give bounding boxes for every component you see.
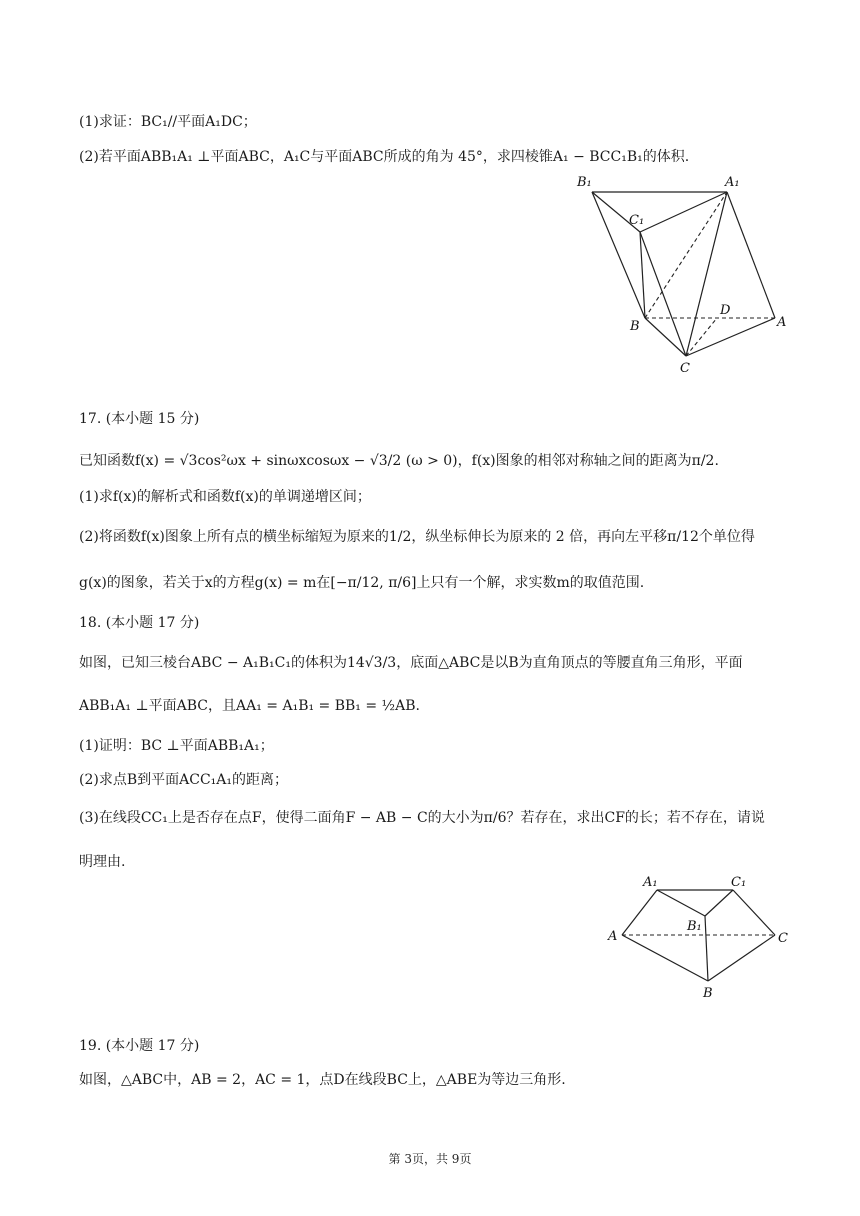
figure-pyramid <box>575 170 790 380</box>
q18-part3-a: (3)在线段CC₁上是否存在点F，使得二面角F − AB − C的大小为π/6？若存在，求出CF的长；若不存在，请说 <box>79 810 765 826</box>
edge-a1-c <box>686 192 727 356</box>
label-a: A <box>777 315 787 330</box>
label-c: C <box>778 931 788 946</box>
q18-stem-2: ABB₁A₁ ⊥平面ABC，且AA₁ = A₁B₁ = BB₁ = ½AB. <box>79 698 420 714</box>
edge-c1-c <box>733 890 775 935</box>
q18-part1: (1)证明：BC ⊥平面ABB₁A₁； <box>79 738 274 754</box>
q19-heading: 19. (本小题 17 分) <box>79 1038 200 1054</box>
label-c1: C₁ <box>629 213 645 228</box>
label-b1: B₁ <box>577 175 592 190</box>
edge-a-b <box>622 935 708 981</box>
edge-a1-a <box>622 890 657 935</box>
edge-c1-b1 <box>705 890 733 916</box>
label-b: B <box>630 319 640 334</box>
edge-a1-b1 <box>657 890 705 916</box>
label-b: B <box>703 986 713 1001</box>
q17-heading: 17. (本小题 15 分) <box>79 411 200 427</box>
figure-frustum <box>605 868 795 1003</box>
label-d: D <box>720 303 731 318</box>
q16-part2: (2)若平面ABB₁A₁ ⊥平面ABC，A₁C与平面ABC所成的角为 45°，求四棱锥A₁ − BCC₁B₁的体积. <box>79 149 690 165</box>
edge-b1-b <box>705 916 708 981</box>
label-b1: B₁ <box>687 919 702 934</box>
q17-stem: 已知函数f(x) = √3cos²ωx + sinωxcosωx − √3/2 (ω > 0)，f(x)图象的相邻对称轴之间的距离为π/2. <box>79 453 719 469</box>
q18-part2: (2)求点B到平面ACC₁A₁的距离； <box>79 772 288 788</box>
edge-a1-a <box>727 192 775 318</box>
q17-part2-b: g(x)的图象，若关于x的方程g(x) = m在[−π/12, π/6]上只有一个解，求实数m的取值范围. <box>79 575 645 591</box>
q19-stem: 如图，△ABC中，AB = 2，AC = 1，点D在线段BC上，△ABE为等边三角形. <box>79 1072 566 1088</box>
edge-c1-c <box>640 232 686 356</box>
q18-stem-1: 如图，已知三棱台ABC − A₁B₁C₁的体积为14√3/3，底面△ABC是以B为直角顶点的等腰直角三角形，平面 <box>79 655 743 671</box>
page-footer: 第 3页，共 9页 <box>388 1152 472 1166</box>
label-a: A <box>608 929 618 944</box>
label-c1: C₁ <box>731 875 747 890</box>
edge-b1-b <box>592 192 645 318</box>
edge-c-b <box>708 935 775 981</box>
q16-part1: (1)求证：BC₁//平面A₁DC； <box>79 114 257 130</box>
edge-b-c <box>645 318 686 356</box>
q18-heading: 18. (本小题 17 分) <box>79 615 200 631</box>
q17-part2-a: (2)将函数f(x)图象上所有点的横坐标缩短为原来的1/2，纵坐标伸长为原来的 2 倍，再向左平移π/12个单位得 <box>79 529 755 545</box>
q18-part3-b: 明理由. <box>79 854 126 870</box>
q17-part1: (1)求f(x)的解析式和函数f(x)的单调递增区间； <box>79 489 371 505</box>
label-c: C <box>680 361 690 376</box>
edge-c-a <box>686 318 775 356</box>
label-a1: A₁ <box>643 875 658 890</box>
label-a1: A₁ <box>725 175 740 190</box>
